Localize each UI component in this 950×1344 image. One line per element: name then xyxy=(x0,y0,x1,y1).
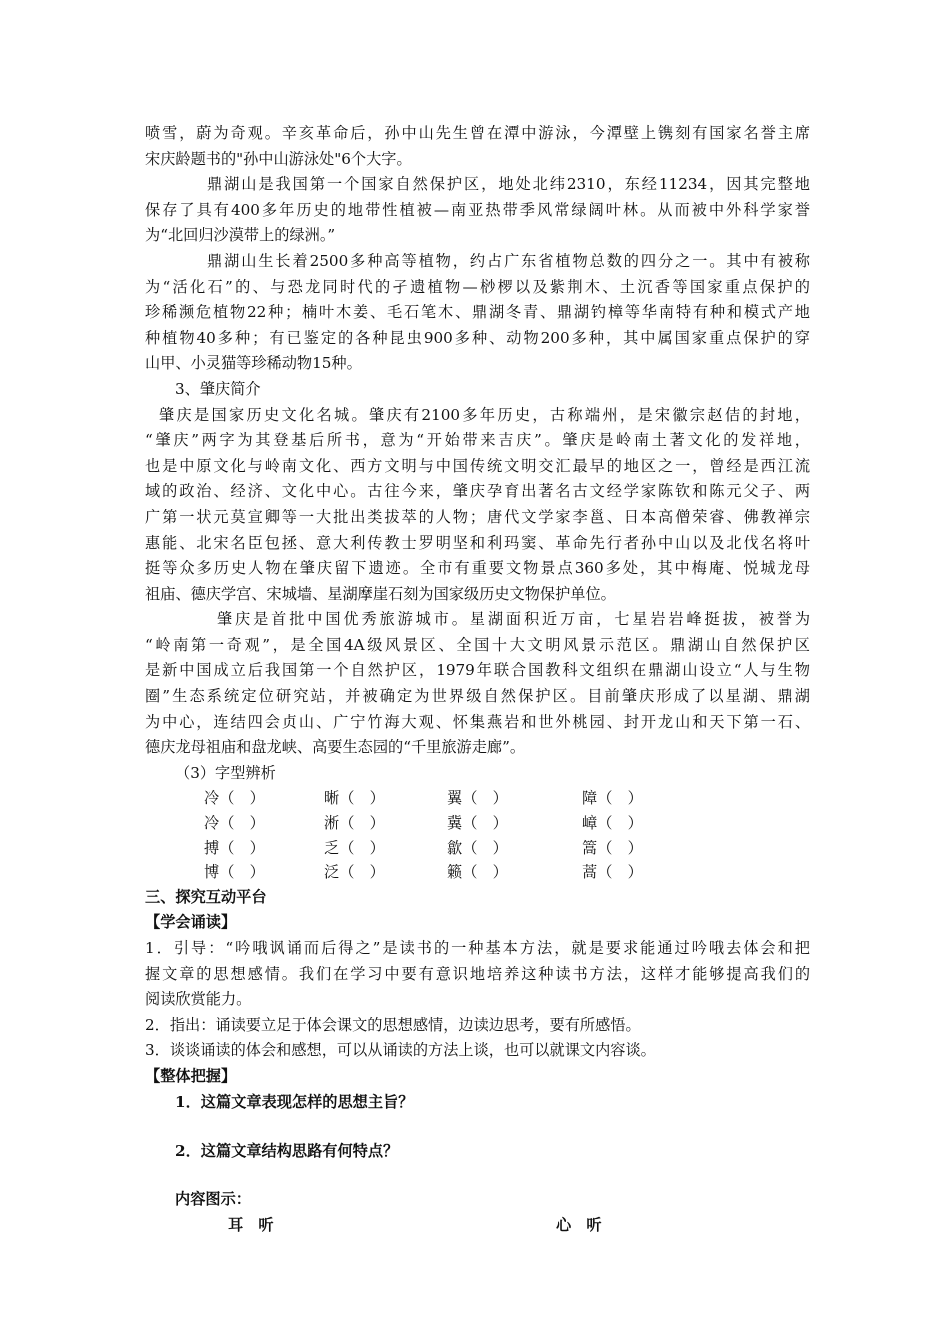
char-cell: 障（ ） xyxy=(582,789,643,808)
char-cell: 淅（ ） xyxy=(324,814,385,833)
list-item-line: 阅读欣赏能力。 xyxy=(145,990,252,1009)
text-line: 山甲、小灵猫等珍稀动物15种。 xyxy=(145,354,362,373)
text-line: 为“活化石”的、与恐龙同时代的孑遗植物—桫椤以及紫荆木、土沉香等国家重点保护的 xyxy=(145,277,810,296)
text-line: 域的政治、经济、文化中心。古往今来，肇庆孕育出著名古文经学家陈钦和陈元父子、两 xyxy=(145,482,810,501)
char-cell: 歙（ ） xyxy=(447,838,508,857)
paragraph-lingyang-waterfall xyxy=(145,121,810,172)
text-line: 鼎湖山是我国第一个国家自然保护区，地处北纬2310，东经11234，因其完整地 xyxy=(207,175,810,194)
char-row xyxy=(145,811,810,836)
text-line: “岭南第一奇观”，是全国4A级风景区、全国十大文明风景示范区。鼎湖山自然保护区 xyxy=(145,635,810,654)
char-cell: 籁（ ） xyxy=(447,863,508,882)
diagram-heart-listen: 心 听 xyxy=(556,1216,602,1235)
text-line: 肇庆是国家历史文化名城。肇庆有2100多年历史，古称端州，是宋徽宗赵佶的封地， xyxy=(159,405,810,424)
text-line: 也是中原文化与岭南文化、西方文明与中国传统文明交汇最早的地区之一，曾经是西江流 xyxy=(145,456,810,475)
content-diagram-label: 内容图示： xyxy=(175,1189,251,1208)
text-line: 广第一状元莫宣卿等一大批出类拔萃的人物；唐代文学家李邕、日本高僧荣睿、佛教禅宗 xyxy=(145,507,810,526)
char-cell: 翼（ ） xyxy=(447,789,508,808)
text-line: 保存了具有400多年历史的地带性植被—南亚热带季风常绿阔叶林。从而被中外科学家誉 xyxy=(145,200,810,219)
paragraph-dinghu-plants xyxy=(145,249,810,377)
char-row xyxy=(145,836,810,861)
document-body xyxy=(145,121,810,1238)
text-line: 鼎湖山生长着2500多种高等植物，约占广东省植物总数的四分之一。其中有被称 xyxy=(207,251,810,270)
list-item-line: 1．引导：“吟哦讽诵而后得之”是读书的一种基本方法，就是要求能通过吟哦去体会和把 xyxy=(145,939,810,957)
question-1: 1．这篇文章表现怎样的思想主旨？ xyxy=(175,1092,414,1111)
char-cell: 冀（ ） xyxy=(447,814,508,833)
paragraph-zhaoqing-history xyxy=(145,403,810,608)
char-analysis-heading: （3）字型辨析 xyxy=(175,763,276,782)
overall-title: 【整体把握】 xyxy=(145,1066,237,1085)
paragraph-zhaoqing-tourism xyxy=(145,607,810,761)
char-row xyxy=(145,786,810,811)
text-line: 祖庙、德庆学宫、宋城墙、星湖摩崖石刻为国家级历史文物保护单位。 xyxy=(145,584,616,603)
section-three-title: 三、探究互动平台 xyxy=(145,887,267,906)
text-line: 为“北回归沙漠带上的绿洲。” xyxy=(145,226,336,245)
list-item-line: 3．谈谈诵读的体会和感想，可以从诵读的方法上谈，也可以就课文内容谈。 xyxy=(145,1041,656,1060)
content-diagram xyxy=(145,1212,810,1238)
list-item-line: 握文章的思想感情。我们在学习中要有意识地培养这种读书方法，这样才能够提高我们的 xyxy=(145,964,810,983)
text-line: 是新中国成立后我国第一个自然护区，1979年联合国教科文组织在鼎湖山设立“人与生物 xyxy=(145,661,810,680)
text-line: “肇庆”两字为其登基后所书，意为“开始带来吉庆”。肇庆是岭南土著文化的发祥地， xyxy=(145,431,810,450)
char-analysis-grid xyxy=(145,786,810,884)
answer-space xyxy=(145,1165,810,1187)
text-line: 珍稀濒危植物22种；楠叶木姜、毛石笔木、鼎湖冬青、鼎湖钓樟等华南特有种和模式产地 xyxy=(145,303,810,322)
text-line: 惠能、北宋名臣包拯、意大利传教士罗明坚和利玛窦、革命先行者孙中山以及北伐名将叶 xyxy=(145,533,810,552)
list-item-line: 2．指出：诵读要立足于体会课文的思想感情，边读边思考，要有所感悟。 xyxy=(145,1015,641,1034)
char-cell: 博（ ） xyxy=(204,863,265,882)
char-row xyxy=(145,860,810,885)
text-line: 挺等众多历史人物在肇庆留下遗迹。全市有重要文物景点360多处，其中梅庵、悦城龙母 xyxy=(145,559,810,578)
text-line: 为中心，连结四会贞山、广宁竹海大观、怀集燕岩和世外桃园、封开龙山和天下第一石、 xyxy=(145,712,810,731)
question-2: 2．这篇文章结构思路有何特点？ xyxy=(175,1142,399,1161)
char-cell: 嶂（ ） xyxy=(582,814,643,833)
char-cell: 乏（ ） xyxy=(324,838,385,857)
learn-read-title: 【学会诵读】 xyxy=(145,913,237,932)
char-cell: 泛（ ） xyxy=(324,863,385,882)
text-line: 肇庆是首批中国优秀旅游城市。星湖面积近万亩，七星岩岩峰挺拔，被誉为 xyxy=(217,610,810,629)
section-heading-zhaoqing: 3、肇庆简介 xyxy=(175,379,261,398)
char-cell: 冷（ ） xyxy=(204,789,265,808)
text-line: 宋庆龄题书的"孙中山游泳处"6个大字。 xyxy=(145,149,412,168)
text-line: 德庆龙母祖庙和盘龙峡、高要生态园的“千里旅游走廊”。 xyxy=(145,738,526,757)
answer-space xyxy=(145,1115,810,1139)
char-cell: 蒿（ ） xyxy=(582,863,643,882)
text-line: 圈”生态系统定位研究站，并被确定为世界级自然保护区。目前肇庆形成了以星湖、鼎湖 xyxy=(145,687,810,706)
char-cell: 冷（ ） xyxy=(204,814,265,833)
diagram-ear-listen: 耳 听 xyxy=(228,1216,274,1235)
paragraph-dinghu-reserve xyxy=(145,172,810,249)
text-line: 喷雪，蔚为奇观。辛亥革命后，孙中山先生曾在潭中游泳，今潭壁上镌刻有国家名誉主席 xyxy=(145,124,810,142)
char-cell: 篙（ ） xyxy=(582,838,643,857)
text-line: 种植物40多种；有已鉴定的各种昆虫900多种、动物200多种，其中属国家重点保护的穿 xyxy=(145,328,810,347)
learn-read-list xyxy=(145,936,810,1064)
char-cell: 搏（ ） xyxy=(204,838,265,857)
char-cell: 晰（ ） xyxy=(324,789,385,808)
